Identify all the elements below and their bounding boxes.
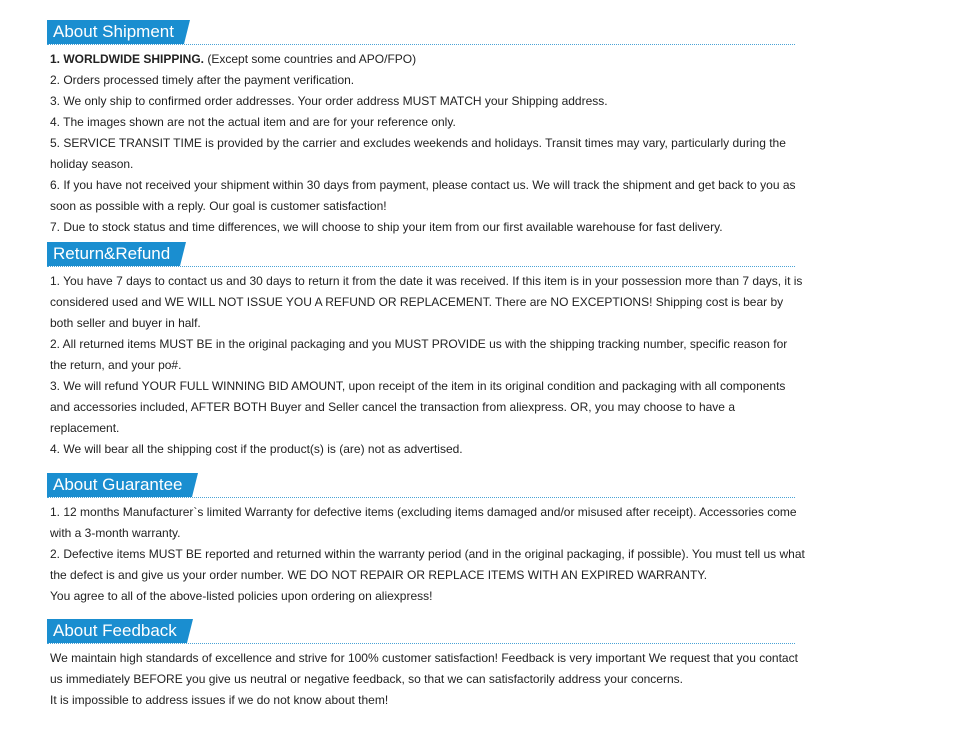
feedback-section	[47, 617, 807, 717]
feedback-header	[47, 617, 795, 644]
refund-item: 1. You have 7 days to contact us and 30 days to return it from the date it was received. If this item is in your possession more than 7 days, it is considered used and WE WILL NOT ISSUE YOU A REFUND OR REPLACEMENT. There are NO EXCEPTIONS! Shipping cost is bear by both seller and buyer in half.	[50, 274, 803, 330]
refund-item: 4. We will bear all the shipping cost if the product(s) is (are) not as advertised.	[50, 442, 463, 456]
refund-title: Return&Refund	[47, 242, 180, 266]
guarantee-header	[47, 471, 795, 498]
shipment-item: 7. Due to stock status and time differences, we will choose to ship your item from our first available warehouse for fast delivery.	[50, 220, 723, 234]
refund-item: 3. We will refund YOUR FULL WINNING BID AMOUNT, upon receipt of the item in its original condition and packaging with all components and accessories included, AFTER BOTH Buyer and Seller cancel the transaction from aliexpress. OR, you may choose to have a replacement.	[50, 379, 786, 435]
shipment-header	[47, 18, 795, 45]
guarantee-item: 1. 12 months Manufacturer`s limited Warranty for defective items (excluding items damaged and/or misused after receipt). Accessories come with a 3-month warranty.	[50, 505, 797, 540]
shipment-item-bold: 1. WORLDWIDE SHIPPING.	[50, 52, 205, 66]
shipment-section	[47, 18, 807, 240]
shipment-item: 3. We only ship to confirmed order addresses. Your order address MUST MATCH your Shipping address.	[50, 94, 608, 108]
refund-section	[47, 240, 807, 471]
shipment-item: 6. If you have not received your shipment within 30 days from payment, please contact us. We will track the shipment and get back to you as soon as possible with a reply. Our goal is customer satisfaction!	[50, 178, 796, 213]
shipment-body	[47, 45, 807, 238]
guarantee-body	[47, 498, 807, 607]
shipment-item: 2. Orders processed timely after the payment verification.	[50, 73, 355, 87]
guarantee-title: About Guarantee	[47, 473, 192, 497]
guarantee-section	[47, 471, 807, 617]
policy-content	[47, 18, 807, 717]
shipment-item-text: (Except some countries and APO/FPO)	[204, 52, 417, 66]
refund-item: 2. All returned items MUST BE in the original packaging and you MUST PROVIDE us with the shipping tracking number, specific reason for the return, and your po#.	[50, 337, 788, 372]
shipment-item	[50, 49, 807, 70]
shipment-item: 4. The images shown are not the actual item and are for your reference only.	[50, 115, 456, 129]
refund-body	[47, 267, 807, 460]
shipment-item: 5. SERVICE TRANSIT TIME is provided by the carrier and excludes weekends and holidays. Transit times may vary, particularly during the holiday season.	[50, 136, 786, 171]
feedback-item: It is impossible to address issues if we do not know about them!	[50, 693, 389, 707]
feedback-body	[47, 644, 807, 711]
feedback-item: We maintain high standards of excellence and strive for 100% customer satisfaction! Feedback is very important We request that you contact us immediately BEFORE you give us neutral or negative feedback, so that we can satisfactorily address your concerns.	[50, 651, 798, 686]
guarantee-item: You agree to all of the above-listed policies upon ordering on aliexpress!	[50, 589, 433, 603]
shipment-title: About Shipment	[47, 20, 184, 44]
guarantee-item: 2. Defective items MUST BE reported and returned within the warranty period (and in the original packaging, if possible). You must tell us what the defect is and give us your order number. WE DO NOT REPAIR OR REPLACE ITEMS WITH AN EXPIRED WARRANTY.	[50, 547, 805, 582]
refund-header	[47, 240, 795, 267]
feedback-title: About Feedback	[47, 619, 187, 643]
